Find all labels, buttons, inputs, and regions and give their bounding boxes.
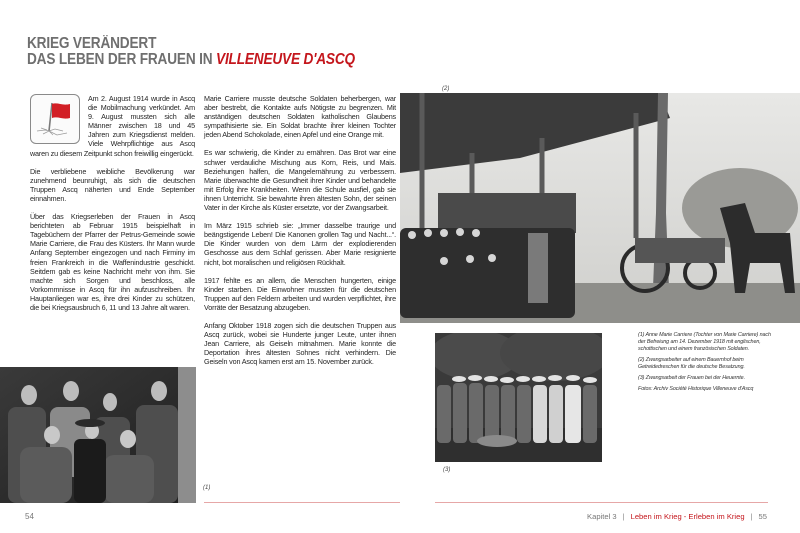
footer-rule-right [435, 502, 768, 503]
photo-label-3: (3) [443, 467, 451, 473]
text-column-1 [30, 94, 195, 321]
paragraph: Anfang Oktober 1918 zogen sich die deutschen Truppen aus Ascq zurück, wobei sie Hunderte junger Leute, unter ihnen Jean Carriere, als Geiseln mitnahmen. Marie konnte die Deportation ihres ältesten Sohnes nicht verhindern. Die Geiseln von Ascq kamen erst am 15. November zurück. [204, 320, 396, 367]
page-number-right: 55 [758, 512, 767, 521]
photo-label-2: (2) [442, 86, 450, 92]
page-number-left: 54 [25, 512, 34, 521]
paragraph: Über das Kriegserleben der Frauen in Ascq berichteten ab Februar 1915 beispielhaft in Tagebüchern der Pfarrer der Petrus-Gemeinde sowie Marie Carriere, die Frau des Küsters. Ihr Mann wurde Anfang September eingezogen und nach Firminy im freien Frankreich in die Waffenindustrie geschickt. Seitdem gab es keine Nachricht mehr von ihm. Sie machte sich Sorgen und beschloss, alle Vorkommnisse in Ascq für ihn aufzuschreiben. Ihr Hauptanliegen war es, ihre drei Kinder zu schützen, die bei Kriegsausbruch 6, 11 und 13 Jahre alt waren. [30, 212, 195, 312]
paragraph: Es war schwierig, die Kinder zu ernähren. Das Brot war eine schwer verdauliche Mischung aus Korn, Reis, und Mais. Beziehungen halfen, die Mangelernährung zu verbessern. Marie überwachte die Gesundheit ihrer Kinder und behandelte mit Erfolg ihre Krankheiten. Wenn die Schule ausfiel, gab sie ihnen Unterricht. Sie bewahrte ihren ältesten Sohn, der seinen Vater in der Kirche als Küster ersetzte, vor der Zwangsarbeit. [204, 148, 396, 213]
paragraph: Im März 1915 schrieb sie: „Immer dasselbe traurige und beängstigende Leben! Die Kanonen grollen Tag und Nacht...“. Die Kinder wurden von dem Lärm der explodierenden Geschosse aus dem Schlaf gerissen. Aber Marie resignierte nicht, bot moralischen und religiösen Rückhalt. [204, 221, 396, 267]
footer-rule-left [204, 502, 400, 503]
photo-label-1: (1) [203, 485, 211, 491]
text-column-2 [204, 94, 396, 375]
running-footer [587, 512, 767, 521]
photo-women-hay-harvest [435, 333, 602, 462]
footer-separator: | [622, 512, 625, 521]
photo-captions [638, 332, 778, 397]
photo-soldiers-portrait [0, 367, 196, 503]
photo-credit: Fotos: Archiv Société Historique Villeneuve d'Ascq [638, 386, 754, 392]
caption-1: (1) Anne Marie Carriere (Tochter von Marie Carriere) nach der Befreiung am 14. Dezember 1918 mit englischen, schottischen und einem französischen Soldaten. [638, 332, 771, 352]
caption-3: (3) Zwangsarbeit der Frauen bei der Heuernte. [638, 375, 745, 381]
title-accent-place: VILLENEUVE D'ASCQ [216, 51, 355, 68]
photo-threshing-farm [400, 93, 800, 323]
page-title [27, 36, 355, 68]
chapter-label: Kapitel 3 [587, 512, 617, 521]
red-flag-icon [30, 94, 80, 144]
title-line-1: KRIEG VERÄNDERT [27, 35, 157, 52]
paragraph: Marie Carriere musste deutsche Soldaten beherbergen, war aber bestrebt, die Kontakte aufs Nötigste zu begrenzen. Mit anständigen deutschen Soldaten katholischen Glaubens sympathisierte sie. Ein Soldat brachte ihrer kleinen Tochter jeden Abend Schokolade, einen Apfel und eine Orange mit. [204, 94, 396, 140]
paragraph: 1917 fehlte es an allem, die Menschen hungerten, einige Kinder starben. Die Einwohner mussten für die deutschen Truppen auf den Feldern arbeiten und wurden verpflichtet, ihre Vorräte der Besatzung abzugeben. [204, 275, 396, 312]
paragraph: Am 2. August 1914 wurde in Ascq die Mobilmachung verkündet. Am 9. August mussten sich alle Männer zwischen 18 und 45 Jahren zum Kriegsdienst melden. Viele Wehrpflichtige aus Ascq waren zu diesem Zeitpunkt schon freiwillig eingerückt. [30, 94, 195, 158]
paragraph: Die verbliebene weibliche Bevölkerung war zunehmend beunruhigt, als sich die deutschen Truppen Ascq näherten und Ende September einnahmen. [30, 166, 195, 203]
title-line-2-prefix: DAS LEBEN DER FRAUEN IN [27, 51, 217, 68]
footer-separator: | [750, 512, 753, 521]
caption-2: (2) Zwangsarbeiter auf einem Bauernhof beim Getreidedreschen für die deutsche Besatzung. [638, 357, 745, 370]
chapter-title: Leben im Krieg - Erleben im Krieg [630, 512, 745, 521]
